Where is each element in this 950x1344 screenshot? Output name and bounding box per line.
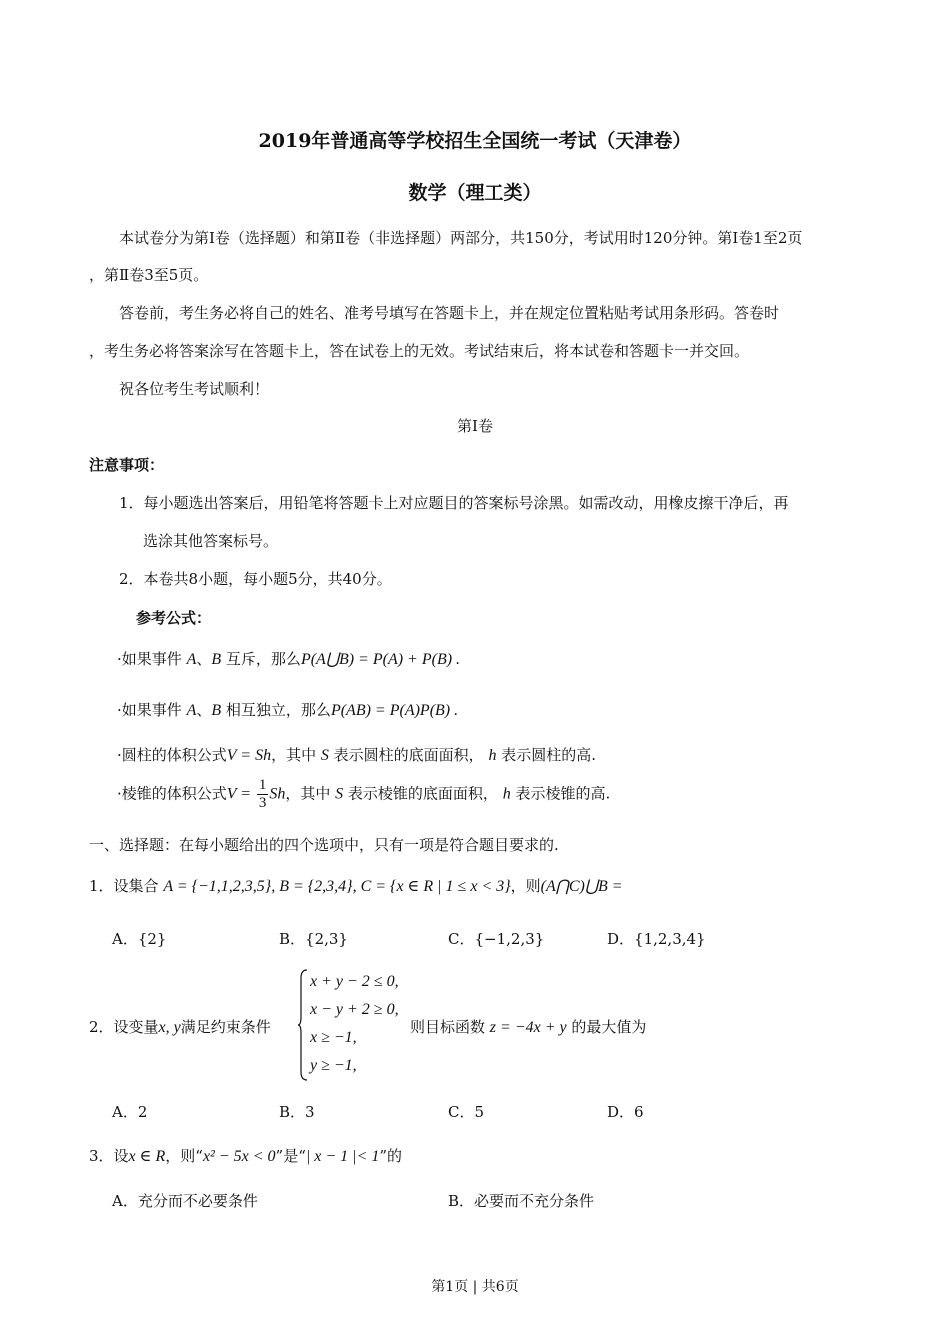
fraction-denominator: 3: [258, 795, 267, 811]
formula-4-sh: Sh: [269, 785, 286, 803]
question-3: [89, 1145, 402, 1166]
q2-constraint-3: x ≥ −1,: [310, 1029, 357, 1046]
q2-condition: 满足约束条件: [180, 1018, 271, 1036]
formula-3-s: S: [320, 747, 329, 764]
formula-1-mid: 互斥，那么: [225, 650, 301, 668]
q2-objective-function: z = −4x + y: [489, 1019, 567, 1036]
formula-pyramid: [117, 777, 610, 812]
notice-title: 注意事项：: [89, 456, 165, 474]
notice-item-1-cont: 选涂其他答案标号。: [143, 532, 279, 550]
formula-2-text: ·如果事件: [117, 701, 182, 719]
intro-paragraph-1-cont: ，第Ⅱ卷3至5页。: [89, 266, 209, 284]
q2-option-a[interactable]: A．2: [112, 1103, 148, 1121]
q1-option-c[interactable]: C．{−1,2,3}: [448, 930, 545, 948]
q3-prefix: 3．设: [89, 1147, 129, 1165]
q3-variable: x ∈ R: [128, 1148, 166, 1165]
q3-mid-1: ，则“: [165, 1147, 203, 1165]
formula-4-s: S: [335, 785, 344, 803]
q2-constraint-1: x + y − 2 ≤ 0,: [310, 973, 399, 990]
notice-item-1: 1．每小题选出答案后，用铅笔将答题卡上对应题目的答案标号涂黑。如需改动，用橡皮擦干净后，再: [119, 494, 789, 512]
event-separator: 、: [196, 701, 212, 719]
event-b: B: [211, 651, 222, 668]
formula-3-h: h: [488, 747, 497, 764]
intro-paragraph-2: 答卷前，考生务必将自己的姓名、准考号填写在答题卡上，并在规定位置粘贴考试用条形码。答卷时: [119, 304, 780, 322]
q2-prefix: 2．设变量: [89, 1018, 159, 1036]
part-label: 第Ⅰ卷: [457, 417, 493, 435]
formula-2-mid: 相互独立，那么: [225, 701, 331, 719]
fraction-numerator: 1: [258, 777, 267, 793]
q2-constraint-system: [310, 968, 399, 1080]
formula-4-h: h: [502, 785, 511, 803]
formula-3-math: V = Sh: [226, 747, 272, 764]
formula-4-rest-2: 表示棱锥的底面面积，: [347, 784, 498, 803]
q1-option-a[interactable]: A．{2}: [112, 930, 167, 948]
left-brace-icon: [297, 968, 309, 1082]
intro-paragraph-2-cont: ，考生务必将答案涂写在答题卡上，答在试卷上的无效。考试结束后，将本试卷和答题卡一并交回。: [89, 342, 750, 360]
intro-paragraph-1: 本试卷分为第Ⅰ卷（选择题）和第Ⅱ卷（非选择题）两部分，共150分，考试用时120分钟。第Ⅰ卷1至2页: [119, 229, 803, 247]
formula-3-rest-3: 表示圆柱的高.: [501, 746, 596, 764]
q1-expression: (A⋂C)⋃B =: [540, 878, 623, 895]
event-separator: 、: [196, 650, 212, 668]
event-a: A: [186, 702, 197, 719]
q2-constraint-2: x − y + 2 ≥ 0,: [310, 1001, 399, 1018]
event-a: A: [186, 651, 197, 668]
formula-4-rest-1: ，其中: [285, 784, 331, 803]
q2-tail: 的最大值为: [571, 1018, 647, 1036]
formula-mutually-exclusive: [117, 648, 460, 669]
q2-option-b[interactable]: B．3: [279, 1103, 315, 1121]
q2-option-c[interactable]: C．5: [448, 1103, 485, 1121]
formula-4-text: ·棱锥的体积公式: [117, 784, 227, 803]
q1-then: ，则: [510, 877, 541, 895]
q3-condition-1: x² − 5x < 0: [202, 1148, 276, 1165]
q1-option-d[interactable]: D．{1,2,3,4}: [607, 930, 706, 948]
formula-4-rest-3: 表示棱锥的高.: [515, 784, 611, 803]
formula-3-text: ·圆柱的体积公式: [117, 746, 227, 764]
paper-subtitle: 数学（理工类）: [408, 182, 542, 204]
formula-title: 参考公式：: [136, 609, 212, 627]
formula-independent: [117, 699, 458, 720]
question-1: [89, 875, 623, 896]
page-footer: 第1页 | 共6页: [431, 1279, 519, 1295]
notice-item-2: 2．本卷共8小题，每小题5分，共40分。: [119, 570, 392, 588]
formula-2-math: P(AB) = P(A)P(B) .: [330, 702, 459, 719]
formula-1-text: ·如果事件: [117, 650, 182, 668]
intro-paragraph-3: 祝各位考生考试顺利！: [119, 380, 270, 398]
formula-cylinder: [117, 744, 596, 765]
formula-3-rest-2: 表示圆柱的底面面积，: [333, 746, 484, 764]
q2-objective: [410, 1016, 646, 1037]
paper-title: 2019年普通高等学校招生全国统一考试（天津卷）: [258, 130, 692, 152]
formula-3-rest-1: ，其中: [271, 746, 317, 764]
q3-option-b[interactable]: B．必要而不充分条件: [448, 1192, 595, 1210]
q1-option-b[interactable]: B．{2,3}: [279, 930, 348, 948]
q1-sets: A = {−1,1,2,3,5}, B = {2,3,4}, C = {x ∈ R | 1 ≤ x < 3}: [163, 878, 511, 895]
q3-tail: ”的: [379, 1147, 403, 1165]
q1-prefix: 1．设集合: [89, 877, 159, 895]
formula-1-math: P(A⋃B) = P(A) + P(B) .: [300, 651, 461, 668]
fraction-one-third: [257, 777, 269, 812]
q2-then: 则目标函数: [410, 1018, 486, 1036]
formula-4-v: V =: [226, 785, 252, 803]
question-2: [89, 1016, 271, 1037]
q2-variables: x, y: [158, 1019, 181, 1036]
q2-option-d[interactable]: D．6: [607, 1103, 644, 1121]
event-b: B: [211, 702, 222, 719]
section-choice-title: 一、选择题：在每小题给出的四个选项中，只有一项是符合题目要求的.: [89, 836, 559, 854]
q3-condition-2: | x − 1 |< 1: [305, 1148, 380, 1165]
q3-mid-2: ”是“: [275, 1147, 306, 1165]
q2-constraint-4: y ≥ −1,: [310, 1057, 357, 1074]
q3-option-a[interactable]: A．充分而不必要条件: [112, 1192, 258, 1210]
